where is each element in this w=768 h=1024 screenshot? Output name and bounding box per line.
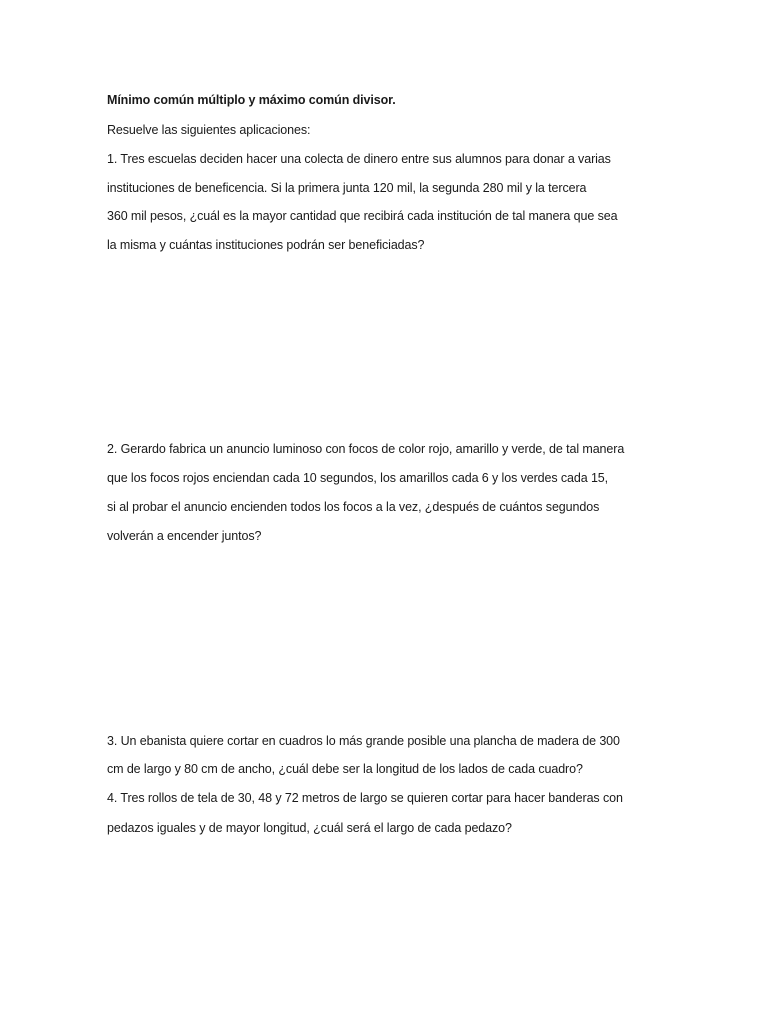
problem-4-line-2: pedazos iguales y de mayor longitud, ¿cuál será el largo de cada pedazo? (107, 821, 512, 835)
problem-2-line-4: volverán a encender juntos? (107, 529, 262, 543)
problem-2-line-2: que los focos rojos enciendan cada 10 segundos, los amarillos cada 6 y los verdes cada 15, (107, 471, 609, 485)
problem-1-line-1: 1. Tres escuelas deciden hacer una colecta de dinero entre sus alumnos para donar a varias (107, 152, 611, 166)
problem-3-line-1: 3. Un ebanista quiere cortar en cuadros lo más grande posible una plancha de madera de 300 (107, 734, 620, 748)
problem-2-line-3: si al probar el anuncio encienden todos los focos a la vez, ¿después de cuántos segundos (107, 500, 600, 514)
problem-2-line-1: 2. Gerardo fabrica un anuncio luminoso con focos de color rojo, amarillo y verde, de tal manera (107, 442, 625, 456)
instructions-text: Resuelve las siguientes aplicaciones: (107, 123, 311, 137)
problem-1-line-2: instituciones de beneficencia. Si la primera junta 120 mil, la segunda 280 mil y la tercera (107, 181, 587, 195)
problem-1-line-4: la misma y cuántas instituciones podrán ser beneficiadas? (107, 238, 425, 252)
problem-4-line-1: 4. Tres rollos de tela de 30, 48 y 72 metros de largo se quieren cortar para hacer banderas con (107, 791, 623, 805)
problem-3-line-2: cm de largo y 80 cm de ancho, ¿cuál debe ser la longitud de los lados de cada cuadro? (107, 762, 583, 776)
problem-1-line-3: 360 mil pesos, ¿cuál es la mayor cantidad que recibirá cada institución de tal manera que sea (107, 209, 618, 223)
document-title: Mínimo común múltiplo y máximo común divisor. (107, 93, 396, 107)
